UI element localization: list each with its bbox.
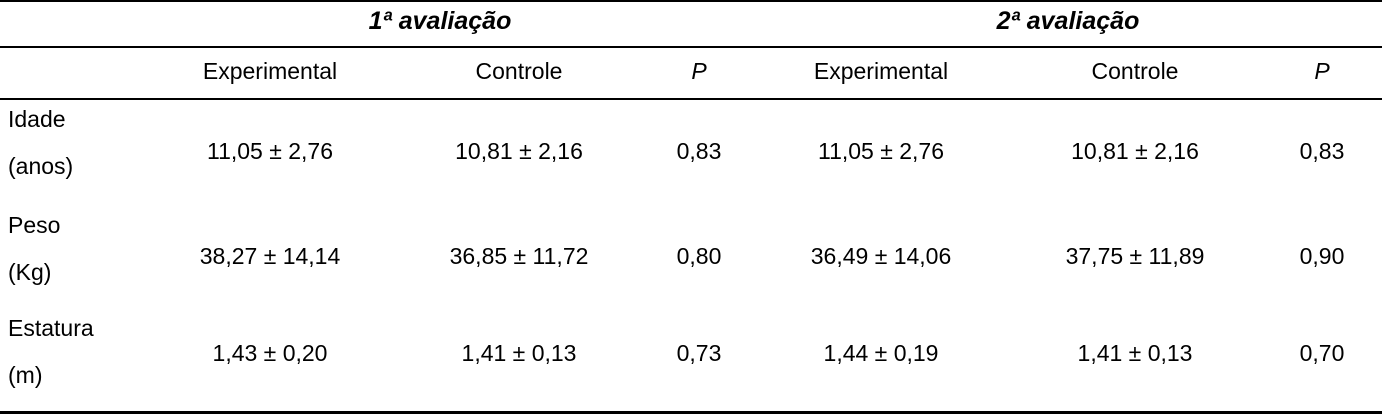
row-label-line1: Estatura	[8, 315, 94, 341]
table-cell: 10,81 ± 2,16	[1071, 138, 1199, 164]
row-label-line2: (anos)	[8, 153, 74, 179]
table-cell: 36,85 ± 11,72	[449, 243, 589, 269]
table-cell: 0,83	[1299, 138, 1345, 164]
row-label-line2: (Kg)	[8, 259, 52, 285]
table-cell: 1,41 ± 0,13	[1077, 340, 1193, 366]
table-row-label-estatura	[8, 315, 94, 409]
row-label-line2: (m)	[8, 362, 43, 388]
row-label-line1: Peso	[8, 212, 61, 238]
table-row-label-peso	[8, 212, 60, 306]
row-label-line1: Idade	[8, 106, 66, 132]
table-cell: 38,27 ± 14,14	[199, 243, 341, 269]
table-header-rule	[0, 46, 1382, 48]
column-header-p-2: P	[1314, 58, 1330, 84]
column-header-controle-1: Controle	[475, 58, 563, 84]
table-cell: 0,80	[676, 243, 722, 269]
group-header-second-evaluation: 2ª avaliação	[996, 7, 1140, 35]
table-cell: 11,05 ± 2,76	[817, 138, 945, 164]
table-cell: 11,05 ± 2,76	[206, 138, 334, 164]
table-cell: 36,49 ± 14,06	[810, 243, 952, 269]
table-cell: 0,70	[1299, 340, 1345, 366]
table-subheader-rule	[0, 98, 1382, 100]
table-cell: 1,44 ± 0,19	[823, 340, 939, 366]
table-cell: 1,43 ± 0,20	[212, 340, 328, 366]
column-header-controle-2: Controle	[1091, 58, 1179, 84]
table-row-label-idade	[8, 106, 73, 200]
table-cell: 10,81 ± 2,16	[455, 138, 583, 164]
column-header-p-1: P	[691, 58, 707, 84]
table-cell: 0,73	[676, 340, 722, 366]
table-bottom-rule	[0, 411, 1382, 414]
table-cell: 0,83	[676, 138, 722, 164]
table-top-rule	[0, 0, 1382, 2]
column-header-experimental-1: Experimental	[202, 58, 338, 84]
table-cell: 0,90	[1299, 243, 1345, 269]
table-cell: 1,41 ± 0,13	[461, 340, 577, 366]
group-header-first-evaluation: 1ª avaliação	[368, 7, 512, 35]
column-header-experimental-2: Experimental	[813, 58, 949, 84]
table-cell: 37,75 ± 11,89	[1065, 243, 1205, 269]
